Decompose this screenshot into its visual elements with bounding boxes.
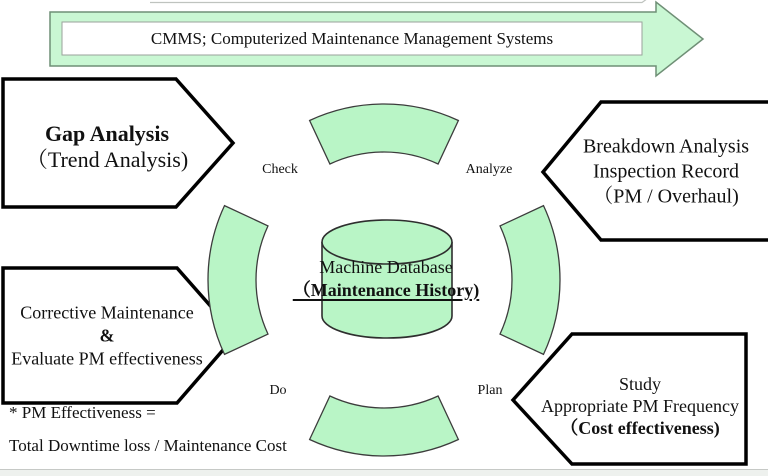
cycle-label-check: Check: [262, 162, 298, 177]
cycle-label-do: Do: [269, 383, 287, 398]
corrective-line-3: Evaluate PM effectiveness: [11, 348, 203, 369]
cycle-arc-bottom: [310, 396, 459, 456]
study-line-3: （Cost effectiveness): [560, 418, 720, 438]
maintenance-history-subtitle: （Maintenance History): [292, 280, 480, 300]
bottom-edge-strip: [0, 470, 768, 476]
cycle-label-analyze: Analyze: [465, 162, 513, 177]
cycle-arc-top: [310, 104, 459, 164]
study-pm-frequency-text: [541, 373, 739, 439]
database-title: Machine Database: [319, 257, 453, 277]
machine-database-text: [293, 256, 479, 302]
footnote-pm-effectiveness: * PM Effectiveness =: [9, 403, 156, 422]
footnote-formula: Total Downtime loss / Maintenance Cost: [9, 436, 287, 455]
cycle-arc-left: [208, 206, 268, 355]
study-line-2: Appropriate PM Frequency: [541, 396, 739, 416]
cycle-arc-right: [500, 206, 560, 355]
trend-analysis-subtitle: （Trend Analysis): [25, 147, 189, 172]
breakdown-analysis-text: [583, 135, 749, 210]
breakdown-line-3: （PM / Overhaul): [593, 185, 739, 208]
top-edge-line: [150, 0, 651, 3]
corrective-maintenance-text: [11, 302, 203, 371]
breakdown-line-1: Breakdown Analysis: [582, 135, 750, 158]
gap-analysis-text: [26, 121, 188, 173]
study-line-1: Study: [618, 374, 661, 394]
corrective-ampersand: &: [99, 325, 115, 346]
banner-title: CMMS; Computerized Maintenance Management Systems: [150, 29, 554, 48]
breakdown-line-2: Inspection Record: [592, 160, 740, 183]
gap-analysis-title: Gap Analysis: [44, 121, 170, 146]
cycle-label-plan: Plan: [477, 383, 503, 398]
corrective-line-1: Corrective Maintenance: [20, 302, 194, 323]
